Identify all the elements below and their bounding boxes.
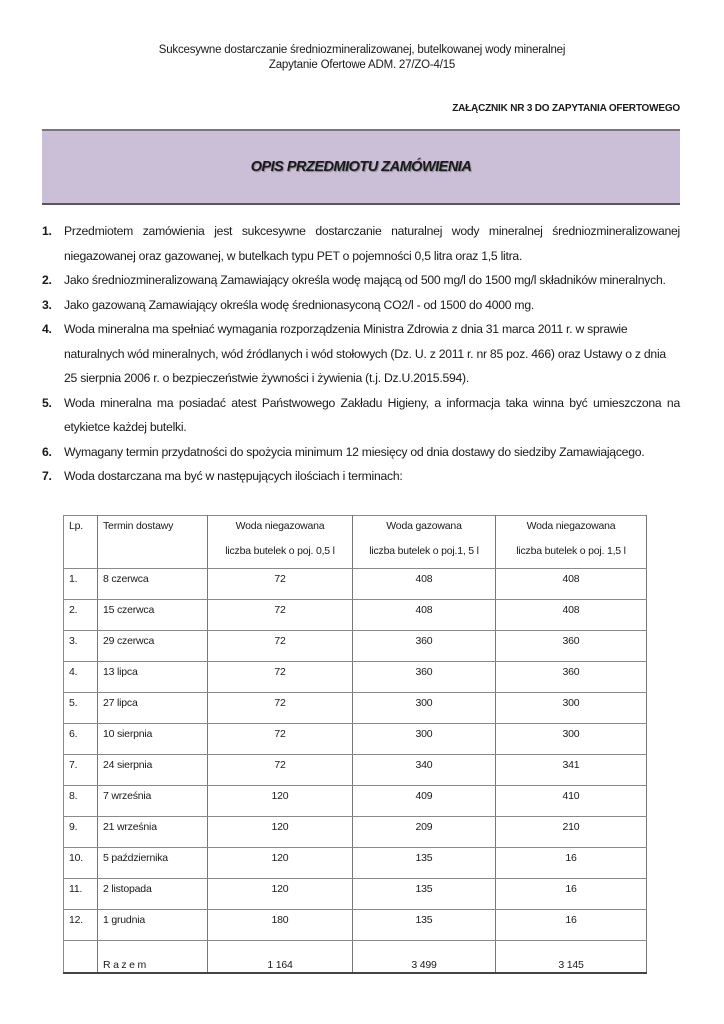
cell-sparkling-15: 408 — [353, 600, 496, 631]
cell-still-05: 72 — [208, 662, 353, 693]
cell-sparkling-15: 300 — [353, 724, 496, 755]
cell-still-15: 360 — [496, 662, 647, 693]
cell-delivery-date: 8 czerwca — [98, 569, 208, 600]
cell-still-05: 72 — [208, 569, 353, 600]
cell-delivery-date: 7 września — [98, 786, 208, 817]
cell-delivery-date: 29 czerwca — [98, 631, 208, 662]
cell-still-05: 72 — [208, 631, 353, 662]
cell-sparkling-15: 360 — [353, 631, 496, 662]
cell-lp: 2. — [64, 600, 98, 631]
item-text: Wymagany termin przydatności do spożycia minimum 12 miesięcy od dnia dostawy do siedziby Zamawiającego. — [64, 444, 645, 459]
header-subject: Sukcesywne dostarczanie średniozmineralizowanej, butelkowanej wody mineralnej — [158, 44, 566, 56]
header-lp: Lp. — [64, 516, 98, 569]
cell-still-15: 408 — [496, 569, 647, 600]
list-item — [42, 317, 680, 391]
table-row — [64, 817, 647, 848]
list-item — [42, 268, 680, 293]
cell-lp: 1. — [64, 569, 98, 600]
cell-still-15: 16 — [496, 910, 647, 941]
cell-still-15: 16 — [496, 848, 647, 879]
cell-delivery-date: 5 października — [98, 848, 208, 879]
cell-lp: 3. — [64, 631, 98, 662]
cell-sparkling-15: 300 — [353, 693, 496, 724]
header-reference: Zapytanie Ofertowe ADM. 27/ZO-4/15 — [268, 59, 456, 71]
cell-still-15: 410 — [496, 786, 647, 817]
cell-still-15: 341 — [496, 755, 647, 786]
table-total-row — [64, 941, 647, 974]
cell-still-15: 408 — [496, 600, 647, 631]
annex-label: ZAŁĄCZNIK NR 3 DO ZAPYTANIA OFERTOWEGO — [452, 103, 680, 114]
cell-sparkling-15: 209 — [353, 817, 496, 848]
item-number: 1. — [42, 224, 52, 238]
table-row — [64, 693, 647, 724]
cell-lp: 6. — [64, 724, 98, 755]
cell-still-05: 120 — [208, 786, 353, 817]
cell-still-15: 300 — [496, 693, 647, 724]
cell-delivery-date: 1 grudnia — [98, 910, 208, 941]
cell-lp: 4. — [64, 662, 98, 693]
item-text: Woda mineralna ma posiadać atest Państwowego Zakładu Higieny, a informacja taka winna być umieszczona na etykietce każdej butelki. — [64, 395, 680, 434]
header-sparkling-15: Woda gazowana liczba butelek o poj.1, 5 l — [353, 516, 496, 569]
list-item — [42, 391, 680, 440]
item-text: Jako gazowaną Zamawiający określa wodę średnionasyconą CO2/l - od 1500 do 4000 mg. — [64, 297, 534, 312]
item-number: 2. — [42, 273, 52, 287]
cell-still-05: 180 — [208, 910, 353, 941]
item-number: 3. — [42, 297, 52, 312]
item-text: Przedmiotem zamówienia jest sukcesywne dostarczanie naturalnej wody mineralnej średniozmineralizowanej niegazowanej oraz gazowanej, w butelkach typu PET o pojemności 0,5 litra oraz 1,5 litra. — [64, 224, 680, 263]
item-text: Woda dostarczana ma być w następujących ilościach i terminach: — [64, 469, 403, 483]
total-lp — [64, 941, 98, 974]
cell-still-05: 120 — [208, 848, 353, 879]
item-number: 7. — [42, 469, 52, 483]
cell-sparkling-15: 135 — [353, 879, 496, 910]
title-box — [42, 129, 680, 205]
cell-delivery-date: 27 lipca — [98, 693, 208, 724]
cell-sparkling-15: 408 — [353, 569, 496, 600]
cell-sparkling-15: 360 — [353, 662, 496, 693]
table-header-row — [64, 516, 647, 569]
cell-still-05: 72 — [208, 600, 353, 631]
table-row — [64, 910, 647, 941]
cell-still-05: 120 — [208, 817, 353, 848]
list-item — [42, 440, 680, 465]
cell-delivery-date: 24 sierpnia — [98, 755, 208, 786]
cell-still-05: 72 — [208, 693, 353, 724]
header-delivery-date: Termin dostawy — [98, 516, 208, 569]
item-text: Jako średniozmineralizowaną Zamawiający określa wodę mającą od 500 mg/l do 1500 mg/l składników mineralnych. — [64, 273, 666, 287]
cell-lp: 10. — [64, 848, 98, 879]
item-number: 4. — [42, 322, 52, 336]
cell-sparkling-15: 409 — [353, 786, 496, 817]
cell-lp: 9. — [64, 817, 98, 848]
table-row — [64, 631, 647, 662]
cell-lp: 8. — [64, 786, 98, 817]
document-header — [0, 43, 724, 73]
cell-still-15: 360 — [496, 631, 647, 662]
total-still-05: 1 164 — [208, 941, 353, 974]
cell-sparkling-15: 135 — [353, 848, 496, 879]
table-row — [64, 755, 647, 786]
header-still-15: Woda niegazowana liczba butelek o poj. 1,5 l — [496, 516, 647, 569]
list-item — [42, 293, 680, 318]
table-row — [64, 724, 647, 755]
list-item — [42, 219, 680, 268]
total-sparkling-15: 3 499 — [353, 941, 496, 974]
cell-sparkling-15: 135 — [353, 910, 496, 941]
cell-delivery-date: 21 września — [98, 817, 208, 848]
cell-delivery-date: 15 czerwca — [98, 600, 208, 631]
table-row — [64, 662, 647, 693]
cell-still-05: 72 — [208, 755, 353, 786]
cell-still-15: 16 — [496, 879, 647, 910]
cell-lp: 7. — [64, 755, 98, 786]
cell-delivery-date: 2 listopada — [98, 879, 208, 910]
item-number: 5. — [42, 395, 52, 410]
item-number: 6. — [42, 444, 52, 459]
cell-sparkling-15: 340 — [353, 755, 496, 786]
table-row — [64, 879, 647, 910]
total-still-15: 3 145 — [496, 941, 647, 974]
cell-delivery-date: 10 sierpnia — [98, 724, 208, 755]
header-still-05: Woda niegazowana liczba butelek o poj. 0,5 l — [208, 516, 353, 569]
table-row — [64, 600, 647, 631]
cell-delivery-date: 13 lipca — [98, 662, 208, 693]
table-row — [64, 848, 647, 879]
cell-lp: 5. — [64, 693, 98, 724]
table-row — [64, 786, 647, 817]
requirements-list — [42, 219, 680, 489]
cell-still-15: 210 — [496, 817, 647, 848]
list-item — [42, 464, 680, 489]
total-label: Razem — [98, 941, 208, 974]
cell-still-05: 120 — [208, 879, 353, 910]
cell-lp: 11. — [64, 879, 98, 910]
page-title: OPIS PRZEDMIOTU ZAMÓWIENIA — [250, 159, 472, 175]
cell-lp: 12. — [64, 910, 98, 941]
cell-still-15: 300 — [496, 724, 647, 755]
table-row — [64, 569, 647, 600]
delivery-schedule-table — [63, 515, 647, 974]
item-text: Woda mineralna ma spełniać wymagania rozporządzenia Ministra Zdrowia z dnia 31 marca 2011 r. w sprawie naturalnych wód mineralnych, wód źródlanych i wód stołowych (Dz. U. z 2011 r. nr 85 poz. 466) oraz Ustawy o z dnia 25 sierpnia 2006 r. o bezpieczeństwie żywności i żywienia (t.j. Dz.U.2015.594). — [64, 322, 666, 385]
cell-still-05: 72 — [208, 724, 353, 755]
